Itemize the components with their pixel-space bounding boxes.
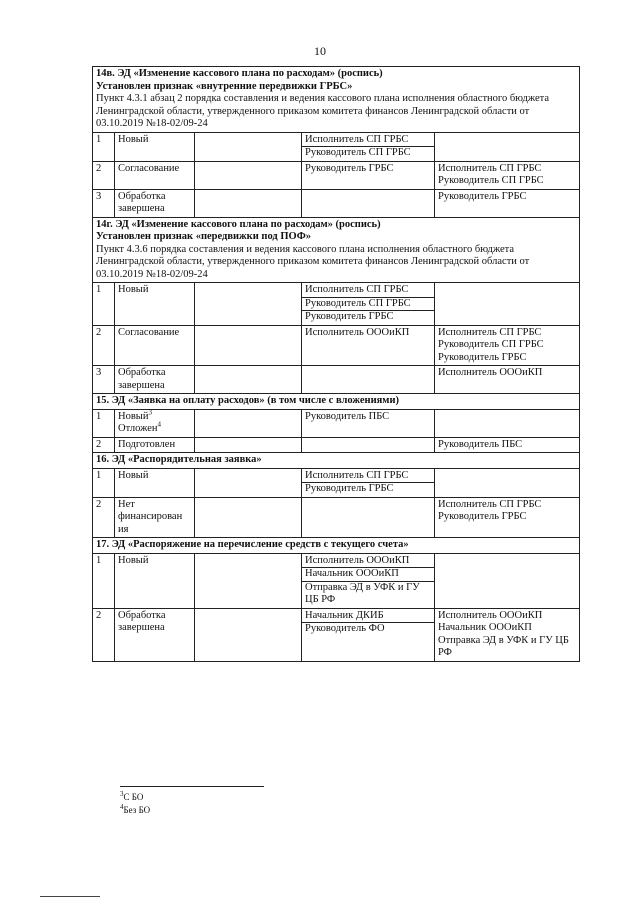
responsible-cell (302, 189, 435, 217)
section-header (93, 217, 580, 283)
status-label: Отложен (118, 423, 158, 434)
row-number: 3 (93, 189, 115, 217)
row-number: 1 (93, 553, 115, 608)
empty-cell (195, 437, 302, 453)
status-cell (115, 468, 195, 497)
row-number: 1 (93, 468, 115, 497)
row-number: 2 (93, 608, 115, 661)
row-number: 2 (93, 497, 115, 538)
footnote-4: $^4$Без БО (120, 803, 151, 815)
status-label: Согласование (118, 326, 180, 338)
responsible-entry: Исполнитель СП ГРБС (305, 133, 409, 145)
status-cell (115, 608, 195, 661)
responsible-entry: Руководитель ФО (302, 622, 434, 636)
section-title: 14в. ЭД «Изменение кассового плана по расходам» (роспись) (96, 68, 383, 79)
table-row (93, 553, 580, 608)
section-header (93, 394, 580, 410)
responsible-entry: Руководитель ПБС (305, 410, 390, 422)
footnote-separator (120, 786, 264, 787)
status-cell (115, 132, 195, 161)
status-cell (115, 366, 195, 394)
approver-cell: Исполнитель СП ГРБС Руководитель СП ГРБС Руководитель ГРБС (435, 325, 580, 366)
responsible-entry: Исполнитель ОООиКП (305, 326, 410, 338)
empty-cell (195, 497, 302, 538)
status-label: Новый (118, 133, 149, 145)
section-header-row (93, 538, 580, 554)
section-title: 16. ЭД «Распорядительная заявка» (96, 454, 262, 465)
section-description: Пункт 4.3.1 абзац 2 порядка составления и ведения кассового плана исполнения областного бюджета Ленинградской области, утвержденного приказом комитета финансов Ленинградской области от 03.10.2019 №18-02/09-24 (96, 93, 549, 129)
approver-cell (435, 553, 580, 608)
empty-cell (195, 409, 302, 437)
responsible-entry: Исполнитель СП ГРБС (305, 469, 409, 481)
responsible-entry: Начальник ДКИБ (305, 609, 384, 621)
responsible-entry: Руководитель СП ГРБС (302, 297, 434, 311)
status-label: Новый (118, 284, 149, 295)
approver-cell (435, 409, 580, 437)
section-header (93, 67, 580, 133)
section-header (93, 453, 580, 469)
responsible-entry: Отправка ЭД в УФК и ГУ ЦБ РФ (302, 581, 434, 607)
responsible-cell (302, 409, 435, 437)
responsible-cell (302, 283, 435, 326)
status-label: Обработка завершена (118, 367, 166, 391)
responsible-entry: Руководитель ГРБС (302, 310, 434, 324)
row-number: 2 (93, 161, 115, 189)
status-cell (115, 161, 195, 189)
footnote-ref: 4 (157, 420, 162, 429)
status-label: Нет финансирован ия (118, 498, 183, 535)
footnote-ref: 3 (148, 408, 152, 416)
status-cell (115, 553, 195, 608)
page-bottom-rule (40, 896, 100, 897)
table-row (93, 283, 580, 326)
table-row (93, 325, 580, 366)
responsible-cell (302, 366, 435, 394)
empty-cell (195, 132, 302, 161)
table-row (93, 366, 580, 394)
table-row (93, 189, 580, 217)
responsible-cell (302, 161, 435, 189)
status-label: Согласование (118, 162, 180, 174)
responsible-cell (302, 325, 435, 366)
approver-cell (435, 283, 580, 326)
table-row (93, 161, 580, 189)
empty-cell (195, 161, 302, 189)
approver-cell (435, 132, 580, 161)
approver-cell: Исполнитель ОООиКП (435, 366, 580, 394)
responsible-entry: Руководитель ГРБС (302, 482, 434, 496)
empty-cell (195, 553, 302, 608)
status-cell (115, 325, 195, 366)
responsible-cell (302, 608, 435, 661)
table-row (93, 132, 580, 161)
workflow-table (92, 66, 580, 662)
status-label: Новый (118, 410, 149, 422)
status-label: Обработка завершена (118, 190, 166, 214)
approver-cell: Исполнитель СП ГРБС Руководитель ГРБС (435, 497, 580, 538)
empty-cell (195, 283, 302, 326)
row-number: 2 (93, 325, 115, 366)
row-number: 2 (93, 437, 115, 453)
table-row (93, 497, 580, 538)
section-subtitle: Установлен признак «передвижки под ПОФ» (96, 231, 312, 242)
empty-cell (195, 189, 302, 217)
section-subtitle: Установлен признак «внутренние передвижки ГРБС» (96, 80, 353, 92)
section-header-row (93, 67, 580, 133)
status-label: Обработка завершена (118, 609, 166, 633)
responsible-entry: Руководитель ГРБС (305, 162, 394, 174)
responsible-cell (302, 132, 435, 161)
status-label: Подготовлен (118, 438, 176, 450)
responsible-cell (302, 497, 435, 538)
footnote-3: $^3$С БО (120, 790, 144, 802)
table-row (93, 468, 580, 497)
table-row (93, 608, 580, 661)
responsible-cell (302, 437, 435, 453)
approver-cell (435, 468, 580, 497)
row-number: 1 (93, 409, 115, 437)
responsible-cell (302, 468, 435, 497)
status-cell (115, 409, 195, 437)
table-row (93, 409, 580, 437)
approver-cell: Руководитель ГРБС (435, 189, 580, 217)
approver-cell: Руководитель ПБС (435, 437, 580, 453)
section-header-row (93, 453, 580, 469)
status-label: Новый (118, 469, 149, 481)
responsible-entry: Исполнитель СП ГРБС (305, 284, 409, 295)
section-header-row (93, 394, 580, 410)
responsible-entry: Руководитель СП ГРБС (302, 146, 434, 160)
status-cell (115, 189, 195, 217)
table-row (93, 437, 580, 453)
row-number: 1 (93, 283, 115, 326)
empty-cell (195, 468, 302, 497)
section-title: 15. ЭД «Заявка на оплату расходов» (в том числе с вложениями) (96, 395, 399, 406)
section-description: Пункт 4.3.6 порядка составления и ведения кассового плана исполнения областного бюджета Ленинградской области, утвержденного приказом комитета финансов Ленинградской области от 03.10.2019 №18-02/09-24 (96, 243, 530, 280)
empty-cell (195, 366, 302, 394)
status-label: Новый (118, 554, 149, 566)
responsible-entry: Исполнитель ОООиКП (305, 554, 410, 566)
page-number: 10 (314, 44, 326, 58)
section-header (93, 538, 580, 554)
row-number: 1 (93, 132, 115, 161)
row-number: 3 (93, 366, 115, 394)
responsible-cell (302, 553, 435, 608)
status-cell (115, 497, 195, 538)
responsible-entry: Начальник ОООиКП (302, 567, 434, 581)
status-cell (115, 283, 195, 326)
status-cell (115, 437, 195, 453)
empty-cell (195, 325, 302, 366)
approver-cell: Исполнитель СП ГРБС Руководитель СП ГРБС (435, 161, 580, 189)
section-title: 14г. ЭД «Изменение кассового плана по расходам» (роспись) (96, 218, 381, 230)
empty-cell (195, 608, 302, 661)
section-title: 17. ЭД «Распоряжение на перечисление средств с текущего счета» (96, 539, 409, 550)
section-header-row (93, 217, 580, 283)
approver-cell: Исполнитель ОООиКП Начальник ОООиКП Отправка ЭД в УФК и ГУ ЦБ РФ (435, 608, 580, 661)
